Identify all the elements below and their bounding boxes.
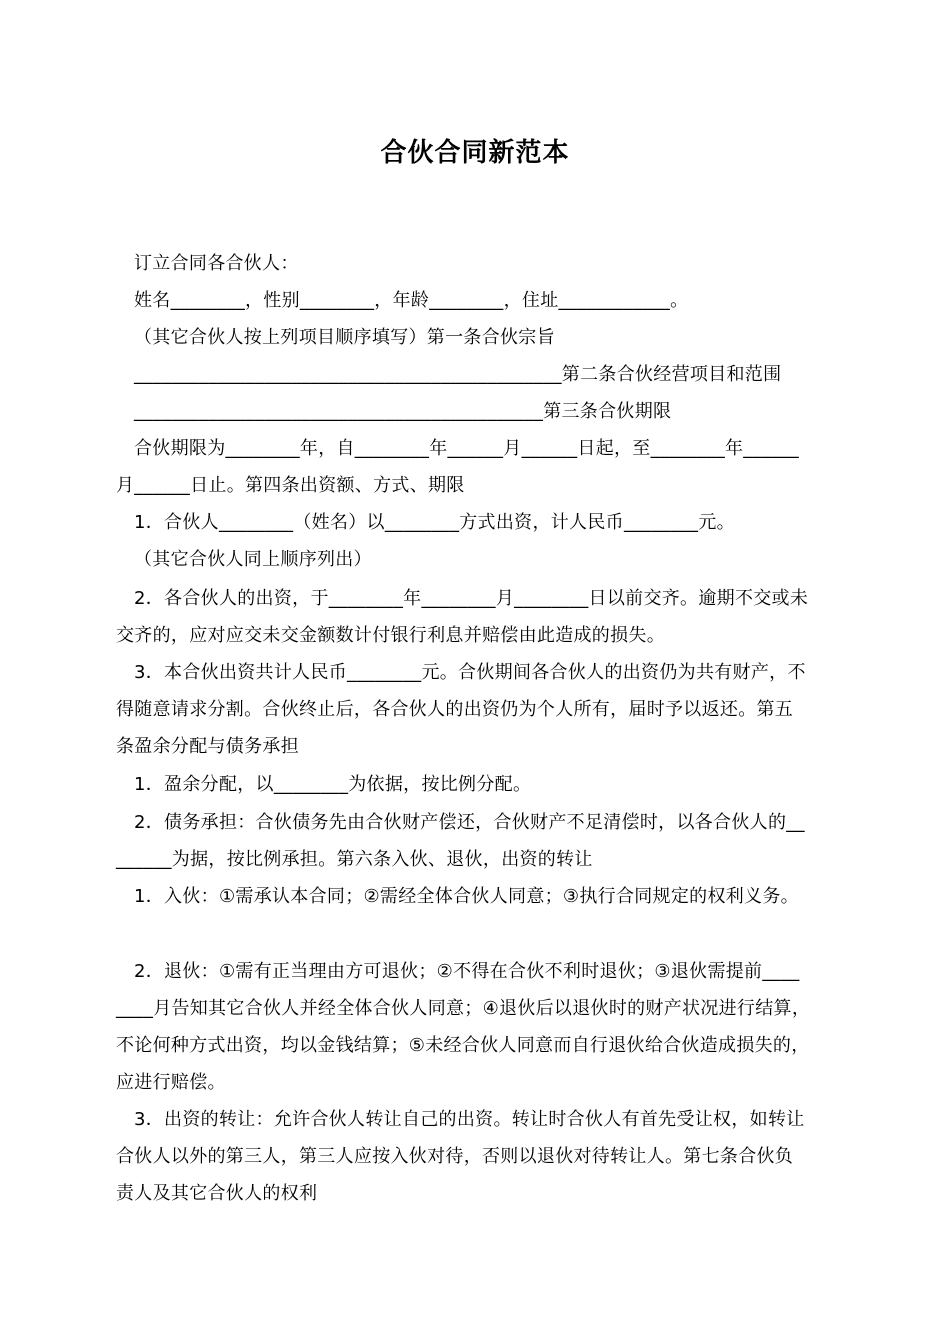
transfer-item-3-line-2: 合伙人以外的第三人，第三人应按入伙对待，否则以退伙对待转让人。第七条合伙负 xyxy=(116,1146,794,1167)
contribution-item-3-line-2: 得随意请求分割。合伙终止后，各合伙人的出资仍为个人所有，届时予以返还。第五 xyxy=(116,699,794,720)
document-title: 合伙合同新范本 xyxy=(380,138,570,168)
transfer-item-3-line-1: 3．出资的转让：允许合伙人转让自己的出资。转让时合伙人有首先受让权，如转让 xyxy=(134,1109,805,1130)
contribution-item-3-line-3: 条盈余分配与债务承担 xyxy=(116,736,299,757)
withdrawal-item-2-line-2: ____月告知其它合伙人并经全体合伙人同意；④退伙后以退伙时的财产状况进行结算， xyxy=(116,998,811,1019)
contribution-item-2-line-1: 2．各合伙人的出资，于________年________月________日以前交齐。逾期不交或未 xyxy=(134,588,809,609)
contribution-item-1: 1．合伙人________（姓名）以________方式出资，计人民币________元。 xyxy=(134,512,735,533)
contribution-item-3-line-1: 3．本合伙出资共计人民币________元。合伙期间各合伙人的出资仍为共有财产，不 xyxy=(134,662,806,683)
contribution-item-2-line-2: 交齐的，应对应交未交金额数计付银行利息并赔偿由此造成的损失。 xyxy=(116,625,665,646)
party-info-line: 姓名________，性别________，年龄________，住址____________。 xyxy=(134,290,689,311)
clause-3-heading-line: ____________________________________________第三条合伙期限 xyxy=(134,401,672,422)
withdrawal-item-2-line-4: 应进行赔偿。 xyxy=(116,1072,226,1093)
debt-item-2-line-2: ______为据，按比例承担。第六条入伙、退伙，出资的转让 xyxy=(116,849,593,870)
parties-heading: 订立合同各合伙人： xyxy=(134,253,299,274)
term-line-1: 合伙期限为________年，自________年______月______日起，至________年______ xyxy=(134,438,800,459)
clause-1-heading-line: （其它合伙人按上列项目顺序填写）第一条合伙宗旨 xyxy=(134,327,555,348)
admission-item-1: 1．入伙：①需承认本合同；②需经全体合伙人同意；③执行合同规定的权利义务。 xyxy=(134,886,799,907)
term-line-2: 月______日止。第四条出资额、方式、期限 xyxy=(116,475,465,496)
debt-item-2-line-1: 2．债务承担：合伙债务先由合伙财产偿还，合伙财产不足清偿时，以各合伙人的__ xyxy=(134,812,805,833)
withdrawal-item-2-line-1: 2．退伙：①需有正当理由方可退伙；②不得在合伙不利时退伙；③退伙需提前____ xyxy=(134,961,800,982)
transfer-item-3-line-3: 责人及其它合伙人的权利 xyxy=(116,1183,318,1204)
profit-item-1: 1．盈余分配，以________为依据，按比例分配。 xyxy=(134,774,532,795)
withdrawal-item-2-line-3: 不论何种方式出资，均以金钱结算；⑤未经合伙人同意而自行退伙给合伙造成损失的， xyxy=(116,1035,810,1056)
clause-2-heading-line: ______________________________________________第二条合伙经营项目和范围 xyxy=(134,364,782,385)
contribution-note: （其它合伙人同上顺序列出） xyxy=(134,549,372,570)
